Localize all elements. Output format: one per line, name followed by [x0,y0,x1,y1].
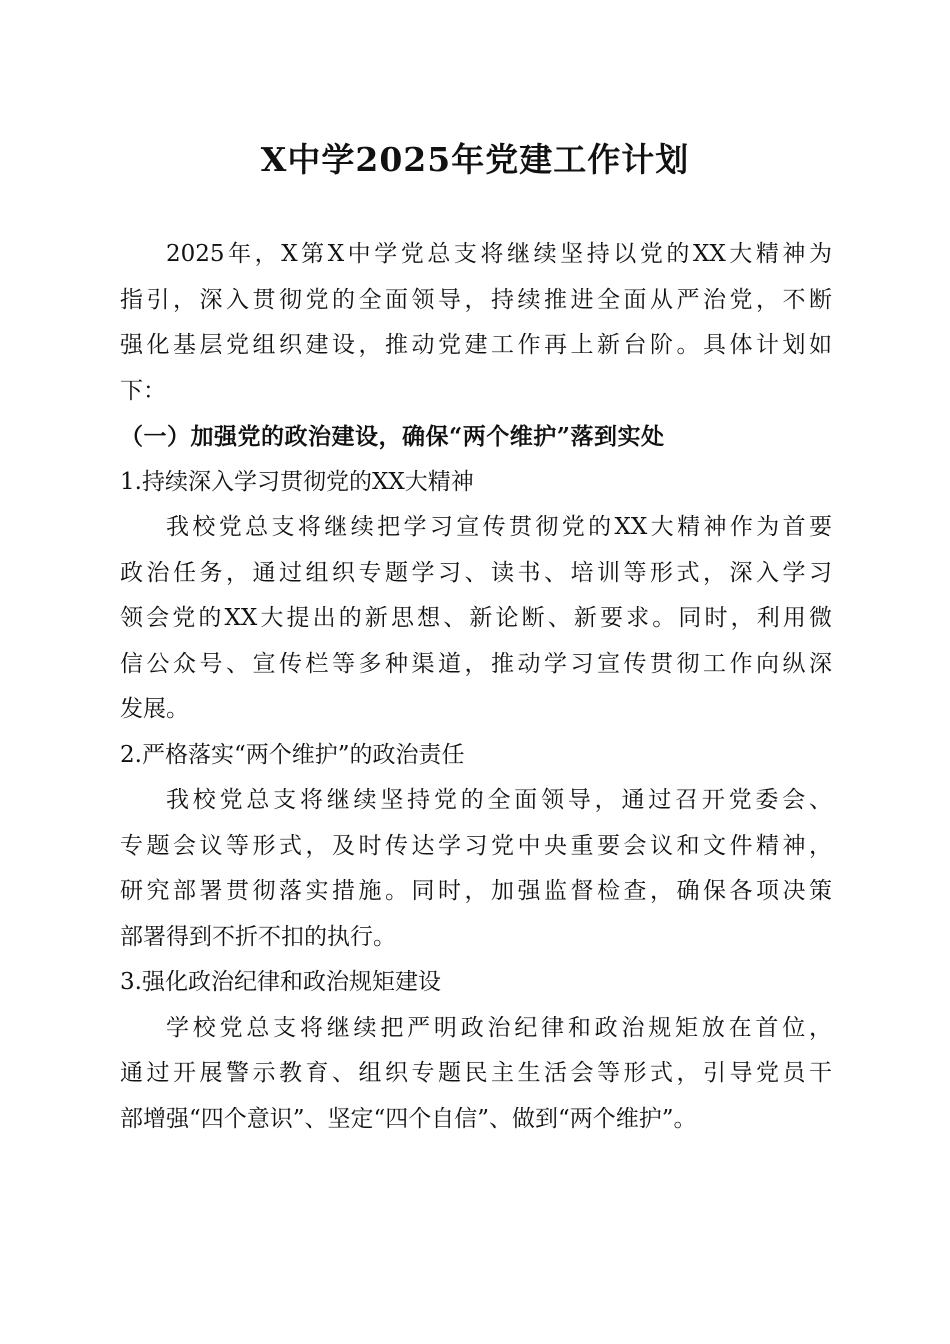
text-line: 研究部署贯彻落实措施。同时，加强监督检查，确保各项决策 [120,878,832,904]
text-line: 信公众号、宣传栏等多种渠道，推动学习宣传贯彻工作向纵深 [120,650,832,677]
item-paragraph [120,778,832,960]
text-line: 部署得到不折不扣的执行。 [120,923,396,950]
text-line: 2025年，X第X中学党总支将继续坚持以党的XX大精神为 [166,241,832,267]
intro-paragraph [120,232,832,414]
text-line: 我校党总支将继续把学习宣传贯彻党的XX大精神作为首要 [166,514,832,540]
text-line: 政治任务，通过组织专题学习、读书、培训等形式，深入学习 [120,559,832,586]
text-line: 专题会议等形式，及时传达学习党中央重要会议和文件精神， [120,832,832,859]
item-heading: 2.严格落实“两个维护”的政治责任 [120,741,465,768]
text-line: 指引，深入贯彻党的全面领导，持续推进全面从严治党，不断 [120,286,832,313]
item-paragraph [120,505,832,733]
document-title: X中学2025年党建工作计划 [260,140,690,179]
document-body [120,232,832,1142]
text-line: 下： [120,377,166,404]
item-paragraph [120,1006,832,1143]
item-heading: 3.强化政治纪律和政治规矩建设 [120,969,441,995]
text-line: 领会党的XX大提出的新思想、新论断、新要求。同时，利用微 [120,605,832,631]
text-line: 通过开展警示教育、组织专题民主生活会等形式，引导党员干 [120,1060,832,1086]
text-line: 部增强“四个意识”、坚定“四个自信”、做到“两个维护”。 [120,1105,697,1132]
text-line: 发展。 [120,696,189,722]
text-line: 强化基层党组织建设，推动党建工作再上新台阶。具体计划如 [120,332,832,358]
text-line: 学校党总支将继续把严明政治纪律和政治规矩放在首位， [166,1014,832,1041]
item-heading: 1.持续深入学习贯彻党的XX大精神 [120,468,474,495]
text-line: 我校党总支将继续坚持党的全面领导，通过召开党委会、 [166,787,832,813]
section-heading: （一）加强党的政治建设，确保“两个维护”落到实处 [120,423,665,450]
